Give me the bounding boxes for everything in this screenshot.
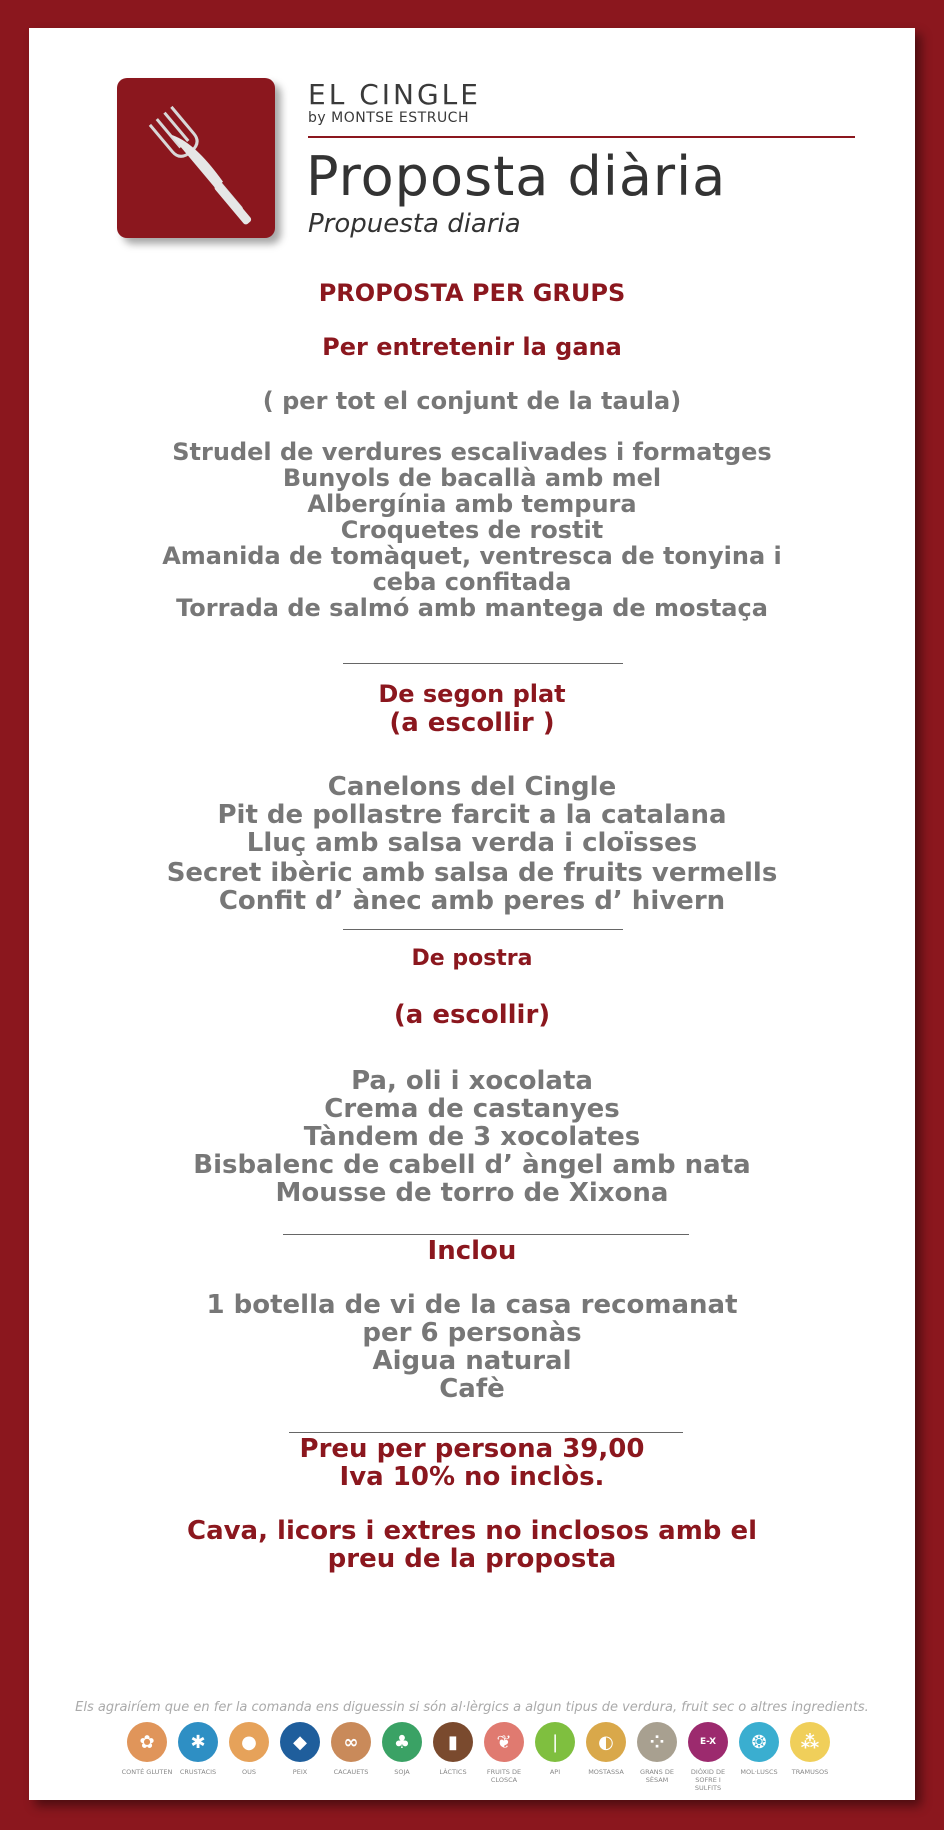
wheat-icon: ✿ — [127, 1722, 167, 1762]
mustard-icon: ◐ — [586, 1722, 626, 1762]
dessert-item: Pa, oli i xocolata — [351, 1066, 593, 1096]
page-subtitle: Propuesta diaria — [308, 209, 521, 239]
allergen-nuts: ❦ FRUITS DE CLOSCA — [478, 1722, 530, 1784]
restaurant-logo — [117, 78, 275, 238]
starters-note: ( per tot el conjunt de la taula) — [262, 387, 682, 415]
allergen-sulphites: E-X DIÒXID DE SOFRE I SULFITS — [682, 1722, 734, 1792]
allergen-molluscs: ❂ MOL·LUSCS — [733, 1722, 785, 1776]
allergen-crustaceans: ✱ CRUSTACIS — [172, 1722, 224, 1776]
allergen-legend — [121, 1722, 841, 1792]
allergen-mustard: ◐ MOSTASSA — [580, 1722, 632, 1776]
milk-icon: ▮ — [433, 1722, 473, 1762]
main-item: Pit de pollastre farcit a la catalana — [217, 800, 727, 830]
allergen-eggs: ● OUS — [223, 1722, 275, 1776]
peanut-icon: ∞ — [331, 1722, 371, 1762]
dessert-item: Tàndem de 3 xocolates — [303, 1122, 641, 1152]
restaurant-name: EL CINGLE — [308, 78, 481, 111]
main-item: Confit d’ ànec amb peres d’ hivern — [218, 886, 726, 916]
main-item: Lluç amb salsa verda i cloïsses — [246, 828, 698, 858]
dessert-item: Crema de castanyes — [324, 1094, 620, 1124]
mains-title: De segon plat — [378, 680, 566, 708]
sulphite-icon: E-X — [688, 1722, 728, 1762]
section-divider — [283, 1234, 689, 1235]
section-divider — [289, 1432, 683, 1433]
header-divider — [308, 136, 855, 138]
include-item: Aigua natural — [372, 1346, 572, 1376]
allergen-dairy: ▮ LÀCTICS — [427, 1722, 479, 1776]
extras-line: preu de la proposta — [327, 1544, 617, 1574]
menu-page — [29, 28, 915, 1800]
starters-title: Per entretenir la gana — [322, 333, 622, 361]
desserts-title: De postra — [411, 946, 533, 971]
vat-line: Iva 10% no inclòs. — [339, 1462, 605, 1492]
allergen-lupin: ⁂ TRAMUSOS — [784, 1722, 836, 1776]
mollusc-icon: ❂ — [739, 1722, 779, 1762]
crab-icon: ✱ — [178, 1722, 218, 1762]
include-item: 1 botella de vi de la casa recomanat — [206, 1290, 738, 1320]
celery-icon: ❘ — [535, 1722, 575, 1762]
soy-icon: ♣ — [382, 1722, 422, 1762]
section-divider — [343, 663, 623, 664]
lupin-icon: ⁂ — [790, 1722, 830, 1762]
nut-icon: ❦ — [484, 1722, 524, 1762]
fish-icon: ◆ — [280, 1722, 320, 1762]
brand-block — [308, 80, 481, 126]
section-divider — [343, 929, 623, 930]
price-line: Preu per persona 39,00 — [299, 1434, 645, 1464]
dessert-item: Bisbalenc de cabell d’ àngel amb nata — [193, 1150, 751, 1180]
allergen-soy: ♣ SOJA — [376, 1722, 428, 1776]
desserts-note: (a escollir) — [393, 1000, 551, 1030]
sesame-icon: ⁘ — [637, 1722, 677, 1762]
extras-line: Cava, licors i extres no inclosos amb el — [186, 1516, 758, 1546]
starter-item: Amanida de tomàquet, ventresca de tonyina i — [162, 542, 782, 570]
menu-heading: PROPOSTA PER GRUPS — [318, 279, 626, 307]
dessert-item: Mousse de torro de Xixona — [275, 1178, 669, 1208]
restaurant-byline: by MONTSE ESTRUCH — [308, 110, 469, 126]
mains-note: (a escollir ) — [389, 708, 555, 738]
allergen-celery: ❘ API — [529, 1722, 581, 1776]
starter-item: ceba confitada — [372, 568, 572, 596]
starter-item: Bunyols de bacallà amb mel — [282, 464, 662, 492]
allergy-note: Els agrairíem que en fer la comanda ens diguessin si són al·lèrgics a algun tipus de verdura, fruit sec o altres ingredients. — [75, 1700, 869, 1715]
allergen-sesame: ⁘ GRANS DE SÈSAM — [631, 1722, 683, 1784]
allergen-peanuts: ∞ CACAUETS — [325, 1722, 377, 1776]
include-item: per 6 personàs — [362, 1318, 582, 1348]
allergen-gluten: ✿ CONTÉ GLUTEN — [121, 1722, 173, 1776]
includes-title: Inclou — [427, 1236, 517, 1266]
fork-knife-icon — [117, 78, 275, 238]
starter-item: Croquetes de rostit — [340, 516, 604, 544]
main-item: Secret ibèric amb salsa de fruits vermells — [166, 858, 778, 888]
allergen-fish: ◆ PEIX — [274, 1722, 326, 1776]
starter-item: Albergínia amb tempura — [307, 490, 637, 518]
include-item: Cafè — [439, 1374, 505, 1404]
starter-item: Torrada de salmó amb mantega de mostaça — [176, 594, 768, 622]
page-title: Proposta diària — [306, 145, 727, 208]
egg-icon: ● — [229, 1722, 269, 1762]
main-item: Canelons del Cingle — [327, 772, 617, 802]
starter-item: Strudel de verdures escalivades i formatges — [172, 438, 772, 466]
